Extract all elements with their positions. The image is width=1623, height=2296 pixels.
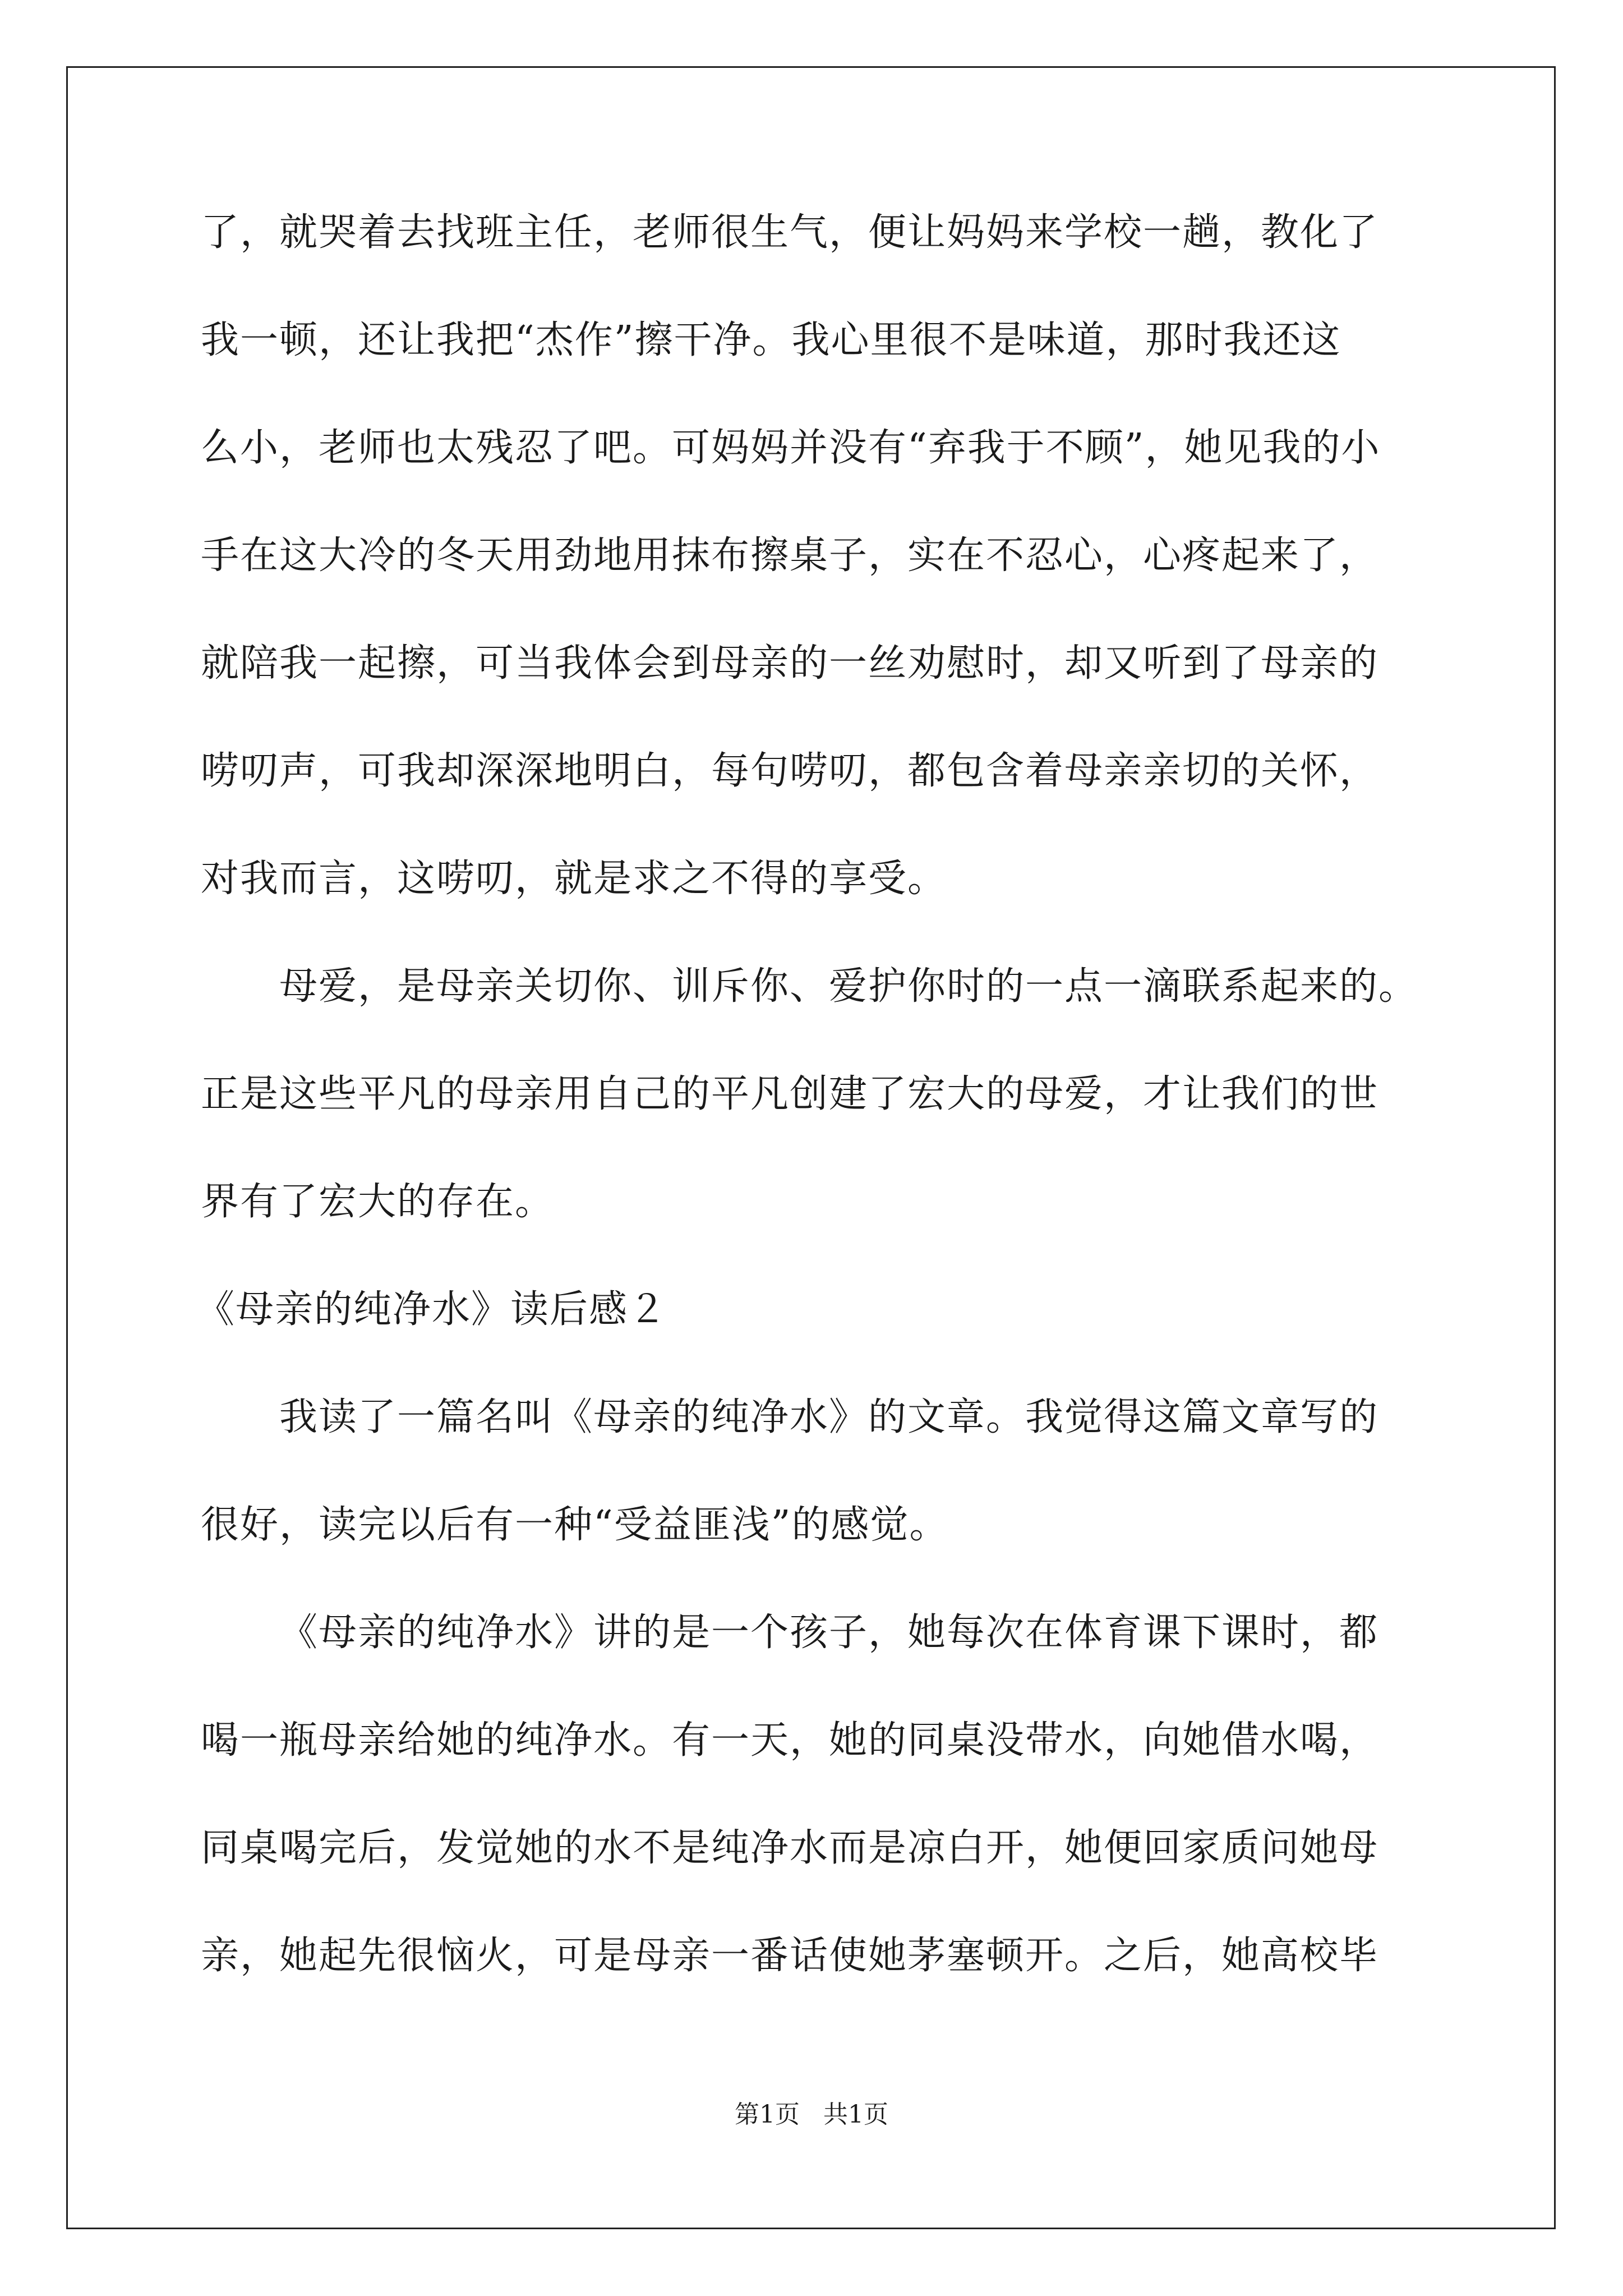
paragraph-line: 唠叨声，可我却深深地明白，每句唠叨，都包含着母亲亲切的关怀， — [201, 749, 1379, 793]
page-border — [66, 66, 1556, 2229]
paragraph-line: 我读了一篇名叫《母亲的纯净水》的文章。我觉得这篇文章写的 — [279, 1395, 1379, 1439]
paragraph-line: 么小，老师也太残忍了吧。可妈妈并没有“弃我于不顾”，她见我的小 — [201, 426, 1381, 470]
paragraph-line: 喝一瓶母亲给她的纯净水。有一天，她的同桌没带水，向她借水喝， — [201, 1718, 1379, 1763]
paragraph-line: 对我而言，这唠叨，就是求之不得的享受。 — [201, 857, 947, 901]
page-total: 共1页 — [823, 2100, 888, 2129]
paragraph-line: 界有了宏大的存在。 — [201, 1180, 555, 1224]
paragraph-line: 就陪我一起擦，可当我体会到母亲的一丝劝慰时，却又听到了母亲的 — [201, 641, 1379, 685]
paragraph-line: 同桌喝完后，发觉她的水不是纯净水而是凉白开，她便回家质问她母 — [201, 1826, 1379, 1870]
page-footer — [0, 2098, 1623, 2132]
page-number: 第1页 — [735, 2100, 800, 2129]
paragraph-line: 亲，她起先很恼火，可是母亲一番话使她茅塞顿开。之后，她高校毕 — [201, 1934, 1379, 1978]
paragraph-line: 我一顿，还让我把“杰作”擦干净。我心里很不是味道，那时我还这 — [201, 318, 1341, 362]
paragraph-line: 母爱，是母亲关切你、训斥你、爱护你时的一点一滴联系起来的。 — [279, 964, 1418, 1009]
paragraph-line: 《母亲的纯净水》讲的是一个孩子，她每次在体育课下课时，都 — [279, 1611, 1379, 1655]
paragraph-line: 了，就哭着去找班主任，老师很生气，便让妈妈来学校一趟，教化了 — [201, 210, 1379, 255]
paragraph-line: 很好，读完以后有一种“受益匪浅”的感觉。 — [201, 1503, 949, 1547]
paragraph-line: 手在这大冷的冬天用劲地用抹布擦桌子，实在不忍心，心疼起来了， — [201, 533, 1379, 578]
section-heading: 《母亲的纯净水》读后感２ — [196, 1287, 668, 1332]
paragraph-line: 正是这些平凡的母亲用自己的平凡创建了宏大的母爱，才让我们的世 — [201, 1072, 1379, 1116]
